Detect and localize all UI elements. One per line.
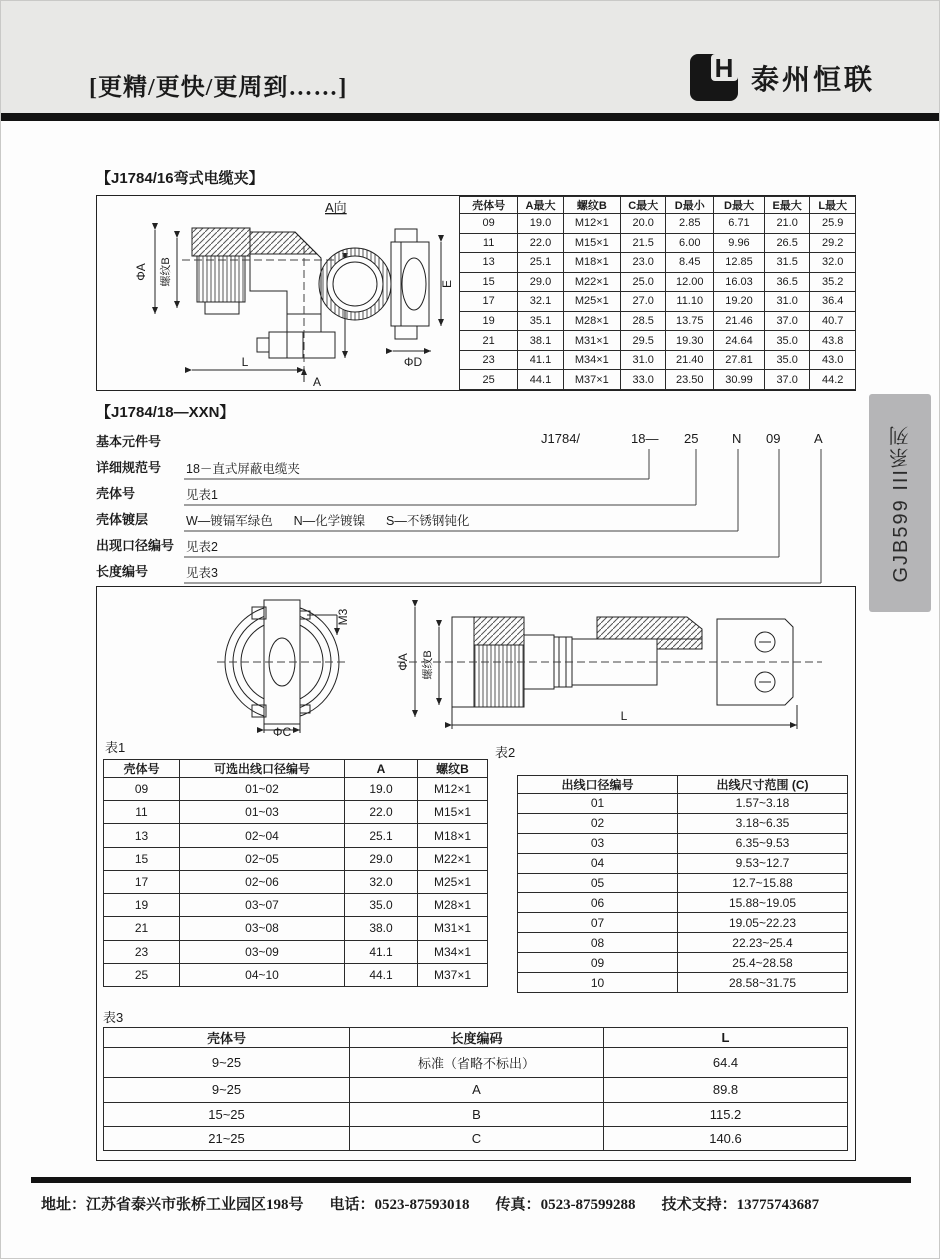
- table-cell: 20.0: [620, 214, 666, 234]
- table-cell: 15: [104, 847, 180, 870]
- table-cell: 01~03: [180, 801, 345, 824]
- table-cell: 26.5: [764, 233, 810, 253]
- table-cell: M28×1: [418, 894, 488, 917]
- bd-value-shell: 见表1: [186, 488, 218, 502]
- table-cell: 8.45: [666, 253, 714, 273]
- view-a-label: A向: [325, 200, 347, 215]
- table-cell: 6.71: [714, 214, 765, 234]
- table-cell: 25: [460, 370, 518, 390]
- table-cell: 31.5: [764, 253, 810, 273]
- table-row: [518, 853, 848, 873]
- table-cell: 22.23~25.4: [678, 933, 848, 953]
- table-cell: 36.4: [810, 292, 856, 312]
- table-cell: 43.0: [810, 350, 856, 370]
- column-header: 螺纹B: [563, 197, 620, 214]
- table-cell: 35.0: [345, 894, 418, 917]
- column-header: 螺纹B: [418, 760, 488, 778]
- table-row: [104, 894, 488, 917]
- table-cell: 44.1: [518, 370, 564, 390]
- dim-l-label: L: [241, 355, 249, 369]
- table-row: [104, 824, 488, 847]
- table-cell: 38.1: [518, 331, 564, 351]
- table-row: [104, 1078, 848, 1102]
- table-cell: M28×1: [563, 311, 620, 331]
- series-tab-label: GJB599 III系列: [889, 423, 912, 583]
- table-cell: 2.85: [666, 214, 714, 234]
- footer-address: 地址：江苏省泰兴市张桥工业园区198号: [41, 1197, 304, 1213]
- table-cell: 25.0: [620, 272, 666, 292]
- table-cell: 04: [518, 853, 678, 873]
- table-cell: 43.8: [810, 331, 856, 351]
- code-length: A: [814, 431, 823, 446]
- table-cell: 25.4~28.58: [678, 953, 848, 973]
- table-cell: 11: [104, 801, 180, 824]
- column-header: 长度编码: [350, 1028, 604, 1048]
- table-cell: 37.0: [764, 311, 810, 331]
- m3-label: M3: [336, 608, 350, 626]
- bd-value-plating: W—镀镉军绿色 N—化学镀镍 S—不锈钢钝化: [186, 514, 470, 528]
- table-row: [518, 933, 848, 953]
- table-cell: 25.9: [810, 214, 856, 234]
- table-cell: 33.0: [620, 370, 666, 390]
- table-cell: M37×1: [418, 963, 488, 986]
- column-header: 壳体号: [104, 760, 180, 778]
- table-cell: 32.1: [518, 292, 564, 312]
- table-cell: 22.0: [345, 801, 418, 824]
- table3-caption: 表3: [103, 1010, 124, 1025]
- table-header-row: [104, 1028, 848, 1048]
- table-cell: M25×1: [563, 292, 620, 312]
- table-cell: 41.1: [345, 940, 418, 963]
- dim-e-label: E: [440, 279, 454, 289]
- column-header: L最大: [810, 197, 856, 214]
- table-cell: 07: [518, 913, 678, 933]
- table-cell: 140.6: [604, 1126, 848, 1150]
- table-cell: A: [350, 1078, 604, 1102]
- table-row: [460, 272, 856, 292]
- table-cell: 10: [518, 973, 678, 993]
- table-cell: M34×1: [563, 350, 620, 370]
- column-header: L: [604, 1028, 848, 1048]
- table-cell: 19.20: [714, 292, 765, 312]
- column-header: D最大: [714, 197, 765, 214]
- dimension-table: [459, 196, 856, 390]
- table-cell: 35.1: [518, 311, 564, 331]
- table2-caption: 表2: [495, 745, 516, 760]
- table-cell: M15×1: [418, 801, 488, 824]
- lh-logo-icon: [689, 51, 741, 105]
- table-cell: 19: [460, 311, 518, 331]
- table-cell: 22.0: [518, 233, 564, 253]
- table-cell: 21.40: [666, 350, 714, 370]
- thread-b-label-2: 螺纹B: [422, 650, 434, 680]
- table-cell: 03: [518, 833, 678, 853]
- table-header-row: [460, 197, 856, 214]
- table-cell: M31×1: [418, 917, 488, 940]
- company-logo: [689, 51, 875, 105]
- bd-label-plating: 壳体镀层: [96, 512, 149, 527]
- table-cell: 24.64: [714, 331, 765, 351]
- table-row: [460, 350, 856, 370]
- svg-text:H: H: [714, 53, 734, 83]
- table-cell: 12.85: [714, 253, 765, 273]
- table-row: [460, 253, 856, 273]
- table-cell: 19.05~22.23: [678, 913, 848, 933]
- table-cell: 13: [104, 824, 180, 847]
- table-row: [104, 963, 488, 986]
- table-cell: 03~07: [180, 894, 345, 917]
- column-header: 可选出线口径编号: [180, 760, 345, 778]
- table-cell: 08: [518, 933, 678, 953]
- bd-label-outlet: 出现口径编号: [96, 538, 175, 553]
- table-cell: 32.0: [810, 253, 856, 273]
- thread-b-label: 螺纹B: [160, 257, 172, 287]
- brand-name: 泰州恒联: [751, 64, 876, 95]
- table-cell: 11.10: [666, 292, 714, 312]
- table-cell: 21: [460, 331, 518, 351]
- table-cell: 01~02: [180, 778, 345, 801]
- column-header: A: [345, 760, 418, 778]
- bd-value-length: 见表3: [186, 566, 218, 580]
- table-cell: M22×1: [563, 272, 620, 292]
- shell-size-table: [103, 759, 488, 987]
- table-cell: 25.1: [518, 253, 564, 273]
- table-cell: 23.50: [666, 370, 714, 390]
- column-header: 出线尺寸范围 (C): [678, 776, 848, 794]
- table-cell: 09: [518, 953, 678, 973]
- column-header: 壳体号: [460, 197, 518, 214]
- table-cell: 64.4: [604, 1048, 848, 1078]
- table-cell: 15: [460, 272, 518, 292]
- dim-a-label: A: [313, 375, 322, 389]
- table-cell: 01: [518, 794, 678, 814]
- table-row: [518, 973, 848, 993]
- section1-figure-box: [96, 195, 856, 391]
- section1-title: 【J1784/16弯式电缆夹】: [96, 170, 264, 187]
- table-cell: M31×1: [563, 331, 620, 351]
- table-cell: 31.0: [764, 292, 810, 312]
- table-cell: 3.18~6.35: [678, 813, 848, 833]
- column-header: D最小: [666, 197, 714, 214]
- table-cell: 19.0: [345, 778, 418, 801]
- code-spec: 18—: [631, 431, 659, 446]
- code-plating: N: [732, 431, 742, 446]
- header-rule: [1, 113, 940, 121]
- table-cell: 23: [104, 940, 180, 963]
- column-header: 壳体号: [104, 1028, 350, 1048]
- table-row: [104, 940, 488, 963]
- code-shell: 25: [684, 431, 699, 446]
- table-row: [460, 292, 856, 312]
- table-row: [460, 214, 856, 234]
- bd-label-spec: 详细规范号: [96, 460, 162, 475]
- table-cell: 12.7~15.88: [678, 873, 848, 893]
- table-cell: 44.2: [810, 370, 856, 390]
- table-cell: 02~05: [180, 847, 345, 870]
- series-tab: [869, 394, 931, 612]
- table-cell: 21.5: [620, 233, 666, 253]
- table-row: [460, 311, 856, 331]
- column-header: A最大: [518, 197, 564, 214]
- table-cell: 05: [518, 873, 678, 893]
- table-cell: 23.0: [620, 253, 666, 273]
- section2-title: 【J1784/18—XXN】: [96, 404, 235, 421]
- table-cell: 19.30: [666, 331, 714, 351]
- table-cell: 6.00: [666, 233, 714, 253]
- table-row: [518, 873, 848, 893]
- table-cell: M12×1: [418, 778, 488, 801]
- table-cell: 32.0: [345, 870, 418, 893]
- table1-caption: 表1: [105, 740, 126, 755]
- table-cell: M25×1: [418, 870, 488, 893]
- table-row: [104, 847, 488, 870]
- bd-value-outlet: 见表2: [186, 540, 218, 554]
- footer-support: 技术支持：13775743687: [661, 1197, 820, 1213]
- table-row: [104, 801, 488, 824]
- table-cell: 15~25: [104, 1102, 350, 1126]
- table-row: [518, 813, 848, 833]
- straight-cable-clamp-drawing: [97, 587, 855, 737]
- table-cell: 19.0: [518, 214, 564, 234]
- code-base: J1784/: [541, 431, 581, 446]
- table-cell: 31.0: [620, 350, 666, 370]
- table-row: [518, 794, 848, 814]
- table-cell: 17: [460, 292, 518, 312]
- footer-fax: 传真：0523-87599288: [495, 1197, 636, 1213]
- page-header: [1, 1, 940, 113]
- table-cell: 15.88~19.05: [678, 893, 848, 913]
- table-cell: 28.58~31.75: [678, 973, 848, 993]
- table-row: [104, 1126, 848, 1150]
- table-row: [104, 870, 488, 893]
- table-cell: 21.0: [764, 214, 810, 234]
- table-cell: M12×1: [563, 214, 620, 234]
- table-cell: 9.53~12.7: [678, 853, 848, 873]
- table-cell: 02~04: [180, 824, 345, 847]
- table-cell: 29.0: [518, 272, 564, 292]
- table-cell: 9.96: [714, 233, 765, 253]
- footer-phone: 电话：0523-87593018: [329, 1197, 470, 1213]
- bd-label-basic: 基本元件号: [96, 434, 162, 449]
- table-cell: M15×1: [563, 233, 620, 253]
- table-row: [104, 778, 488, 801]
- table-cell: 30.99: [714, 370, 765, 390]
- table-cell: 19: [104, 894, 180, 917]
- table-cell: 28.5: [620, 311, 666, 331]
- table-cell: 11: [460, 233, 518, 253]
- table-cell: 13: [460, 253, 518, 273]
- table-row: [460, 331, 856, 351]
- table-cell: M18×1: [563, 253, 620, 273]
- table-header-row: [104, 760, 488, 778]
- table-cell: 44.1: [345, 963, 418, 986]
- table-cell: 25: [104, 963, 180, 986]
- table-cell: 02~06: [180, 870, 345, 893]
- table-cell: 标准（省略不标出）: [350, 1048, 604, 1078]
- table-cell: 12.00: [666, 272, 714, 292]
- table-cell: 9~25: [104, 1078, 350, 1102]
- phi-a-label: ΦA: [134, 263, 148, 281]
- table-cell: 25.1: [345, 824, 418, 847]
- table-row: [518, 893, 848, 913]
- table-cell: 03~08: [180, 917, 345, 940]
- bd-label-length: 长度编号: [96, 564, 149, 579]
- table-cell: M37×1: [563, 370, 620, 390]
- table-cell: 41.1: [518, 350, 564, 370]
- table-row: [104, 1048, 848, 1078]
- table-cell: 6.35~9.53: [678, 833, 848, 853]
- table-cell: 29.0: [345, 847, 418, 870]
- elbow-cable-clamp-drawing: [97, 196, 457, 390]
- table-cell: 89.8: [604, 1078, 848, 1102]
- table-cell: M22×1: [418, 847, 488, 870]
- table-cell: 115.2: [604, 1102, 848, 1126]
- column-header: 出线口径编号: [518, 776, 678, 794]
- table-cell: 09: [104, 778, 180, 801]
- phi-a-label-2: ΦA: [396, 653, 410, 671]
- phi-d-label: ΦD: [403, 355, 423, 369]
- phi-c-label: ΦC: [272, 725, 292, 737]
- table-cell: 27.0: [620, 292, 666, 312]
- table-cell: 35.0: [764, 350, 810, 370]
- table-cell: 09: [460, 214, 518, 234]
- column-header: E最大: [764, 197, 810, 214]
- table-row: [104, 1102, 848, 1126]
- table-cell: 37.0: [764, 370, 810, 390]
- table-cell: B: [350, 1102, 604, 1126]
- header-slogan: [更精/更快/更周到……]: [89, 75, 348, 101]
- table-cell: 16.03: [714, 272, 765, 292]
- table-cell: 02: [518, 813, 678, 833]
- part-number-breakdown: [96, 425, 846, 595]
- table-cell: 40.7: [810, 311, 856, 331]
- column-header: C最大: [620, 197, 666, 214]
- bd-label-shell: 壳体号: [96, 486, 136, 501]
- section3-figure-box: [96, 586, 856, 1161]
- table-cell: 04~10: [180, 963, 345, 986]
- page-footer: [41, 1193, 921, 1214]
- table-cell: 1.57~3.18: [678, 794, 848, 814]
- table-row: [104, 917, 488, 940]
- table-cell: 21.46: [714, 311, 765, 331]
- table-cell: 29.5: [620, 331, 666, 351]
- dim-l-label-2: L: [620, 709, 628, 723]
- table-row: [460, 233, 856, 253]
- table-cell: 21~25: [104, 1126, 350, 1150]
- table-header-row: [518, 776, 848, 794]
- table-cell: M18×1: [418, 824, 488, 847]
- table-cell: 17: [104, 870, 180, 893]
- table-cell: 23: [460, 350, 518, 370]
- table-cell: 13.75: [666, 311, 714, 331]
- bd-value-spec: 18－直式屏蔽电缆夹: [186, 462, 300, 476]
- table-cell: 06: [518, 893, 678, 913]
- table-cell: 27.81: [714, 350, 765, 370]
- table-cell: 35.0: [764, 331, 810, 351]
- table-cell: 21: [104, 917, 180, 940]
- outlet-range-table: [517, 775, 848, 993]
- table-cell: M34×1: [418, 940, 488, 963]
- code-outlet: 09: [766, 431, 781, 446]
- footer-rule: [31, 1177, 911, 1183]
- table-row: [518, 953, 848, 973]
- length-code-table: [103, 1027, 848, 1151]
- table-row: [518, 913, 848, 933]
- table-cell: 29.2: [810, 233, 856, 253]
- table-cell: 35.2: [810, 272, 856, 292]
- table-cell: 9~25: [104, 1048, 350, 1078]
- table-cell: 38.0: [345, 917, 418, 940]
- table-row: [460, 370, 856, 390]
- table-cell: 36.5: [764, 272, 810, 292]
- table-cell: 03~09: [180, 940, 345, 963]
- table-row: [518, 833, 848, 853]
- table-cell: C: [350, 1126, 604, 1150]
